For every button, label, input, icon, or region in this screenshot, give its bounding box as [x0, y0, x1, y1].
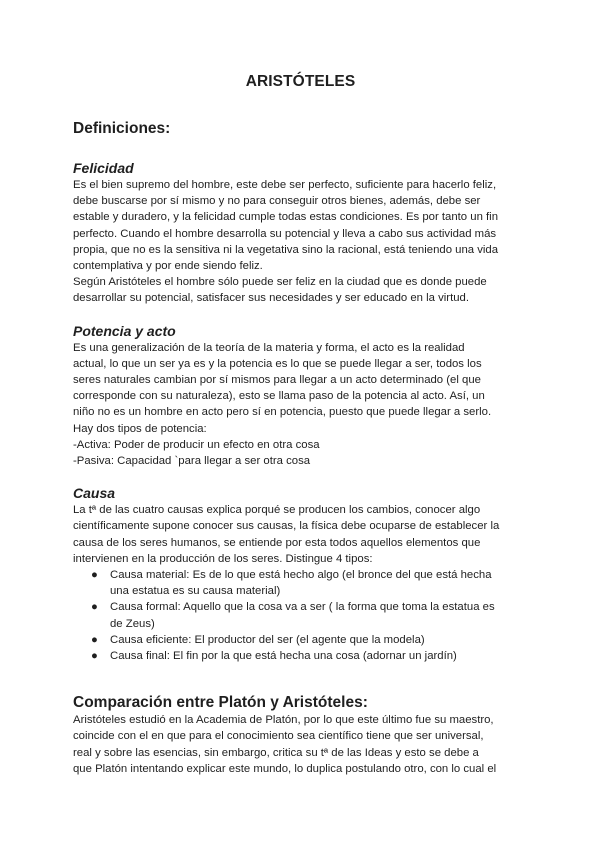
text-line: perfecto. Cuando el hombre desarrolla su potencial y lleva a cabo sus actividad más	[73, 227, 497, 240]
text-line: Es una generalización de la teoría de la materia y forma, el acto es la realidad	[73, 341, 465, 354]
bullet-dot-icon: ●	[91, 601, 98, 614]
text-line: causa de los seres humanos, se entiende por esta todos aquellos elementos que	[73, 536, 481, 549]
text-line: Causa final: El fin por la que está hecha una cosa (adornar un jardín)	[110, 650, 457, 663]
list-item-causa-formal	[73, 599, 528, 631]
text-line: real y sobre las esencias, sin embargo, critica su tª de las Ideas y esto se debe a	[73, 746, 479, 759]
text-line: niño no es un hombre en acto pero sí en potencia, puesto que puede llegar a serlo.	[73, 406, 492, 419]
subheading-felicidad: Felicidad	[73, 160, 134, 176]
text-line: La tª de las cuatro causas explica porqué se producen los cambios, conocer algo	[73, 504, 481, 517]
text-line: que Platón intentando explicar este mundo, lo duplica postulando otro, con lo cual el	[73, 762, 497, 775]
text-line: debe buscarse por sí mismo y no para conseguir otros bienes, además, debe ser	[73, 195, 481, 208]
paragraph-felicidad	[73, 177, 528, 307]
document-title: ARISTÓTELES	[245, 73, 356, 90]
bullet-dot-icon: ●	[91, 569, 98, 582]
subheading-causa: Causa	[73, 485, 116, 502]
text-line: actual, lo que un ser ya es y la potencia es lo que se puede llegar a ser, todos los	[73, 357, 482, 370]
text-line: desarrollar su potencial, satisfacer sus necesidades y ser educado en la virtud.	[73, 292, 469, 305]
paragraph-causa	[73, 502, 528, 567]
bullet-dot-icon: ●	[91, 650, 98, 663]
text-line: coincide con el en que para el conocimiento sea científico tiene que ser universal,	[73, 730, 484, 743]
section-heading-comparacion: Comparación entre Platón y Aristóteles:	[73, 694, 368, 712]
bullet-dot-icon: ●	[91, 633, 98, 646]
text-line: Aristóteles estudió en la Academia de Platón, por lo que este último fue su maestro,	[73, 714, 494, 727]
text-line: -Pasiva: Capacidad `para llegar a ser otra cosa	[73, 455, 311, 468]
paragraph-comparacion	[73, 712, 528, 777]
text-line: intervienen en la producción de los seres. Distingue 4 tipos:	[73, 552, 373, 565]
text-line: científicamente supone conocer sus causas, la física debe ocuparse de establecer la	[73, 520, 500, 533]
text-line: -Activa: Poder de producir un efecto en otra cosa	[73, 438, 320, 451]
section-heading-definiciones: Definiciones:	[73, 120, 171, 137]
text-line: Causa material: Es de lo que está hecho algo (el bronce del que está hecha	[110, 569, 492, 582]
list-item-causa-final	[73, 648, 528, 664]
text-line: Hay dos tipos de potencia:	[73, 422, 207, 435]
text-line: Causa eficiente: El productor del ser (el agente que la modela)	[110, 633, 425, 646]
text-line: estable y duradero, y la felicidad cumple todas estas condiciones. Es por tanto un fin	[73, 211, 499, 224]
subheading-potencia-y-acto: Potencia y acto	[73, 322, 176, 339]
list-item-causa-eficiente	[73, 632, 528, 648]
text-line: Es el bien supremo del hombre, este debe ser perfecto, suficiente para hacerlo feliz,	[73, 179, 497, 191]
text-line: de Zeus)	[110, 617, 155, 630]
text-line: Según Aristóteles el hombre sólo puede ser feliz en la ciudad que es donde puede	[73, 276, 487, 289]
list-item-causa-material	[73, 567, 528, 599]
text-line: propia, que no es la sensitiva ni la vegetativa sino la racional, está teniendo una vida	[73, 243, 499, 256]
causa-bullet-list	[73, 567, 528, 664]
paragraph-potencia-y-acto	[73, 340, 528, 470]
text-line: contemplativa y por ende siendo feliz.	[73, 260, 263, 273]
text-line: una estatua es su causa material)	[110, 585, 281, 598]
text-line: Causa formal: Aquello que la cosa va a ser ( la forma que toma la estatua es	[110, 601, 495, 614]
text-line: corresponde con su naturaleza), esto se llama paso de la potencia al acto. Así, un	[73, 390, 485, 403]
text-line: seres naturales cambian por sí mismos para llegar a un acto determinado (el que	[73, 374, 481, 387]
